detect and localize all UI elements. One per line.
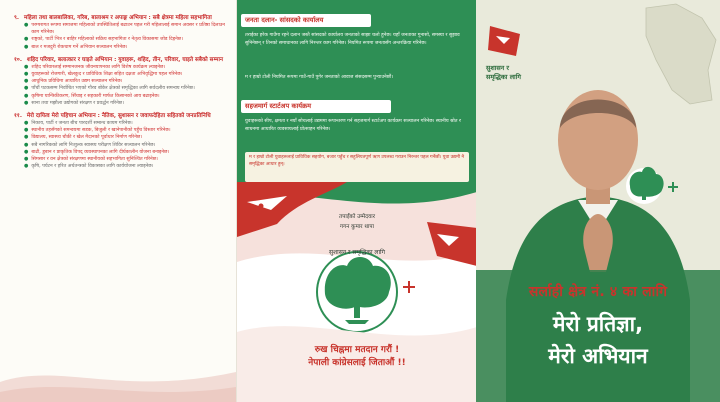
bullet-icon: ● bbox=[24, 22, 29, 28]
list-item: ● परम्परागत रूपमा समाजमा महिलाको उपस्थितिलाई बढाउन पहल गरी महिलालाई समान अवसर र प्रतिष्ठा दिलाउन काम गरिनेछ। bbox=[24, 22, 225, 36]
party-emblem-icon bbox=[668, 182, 678, 192]
bullet-icon: ● bbox=[24, 148, 29, 155]
party-flag-icon bbox=[488, 26, 520, 56]
campaign-heading: मेरो अभियान bbox=[548, 344, 648, 368]
list-item: ● सबै नागरिकको लागि निःशुल्क स्वास्थ्य परीक्षण शिविर सञ्चालन गरिनेछ। bbox=[24, 141, 156, 148]
constituency-heading: सर्लाही क्षेत्र नं. ४ का लागि bbox=[528, 284, 668, 300]
bullet-icon: ● bbox=[24, 71, 29, 78]
tree-symbol-icon bbox=[626, 167, 664, 204]
candidate-name: गगन कुमार थापा bbox=[340, 224, 374, 230]
list-item: ● सिमसार र वन क्षेत्रको संरक्षणमा स्थानीयको सहभागिता सुनिश्चित गरिनेछ। bbox=[24, 156, 158, 163]
tagline: सुशासन र समृद्धिका लागि bbox=[329, 249, 385, 256]
list-item: ● स्थानीय तहसँगको समन्वयमा सडक, बिजुली र खानेपानीको पहुँच विस्तार गरिनेछ। bbox=[24, 127, 171, 134]
list-item: ● बाढी, डुबान र प्राकृतिक विपद् व्यवस्थापनका लागि दीर्घकालीन योजना बनाइनेछ। bbox=[24, 148, 170, 155]
list-item: ● निकाय, पार्टी र जनता बीच पारदर्शी सम्बन्ध कायम गरिनेछ। bbox=[24, 120, 133, 127]
list-item: ● पाँचौं पटकसम्म निर्वाचित भएको गौरव बोकेर क्षेत्रको समृद्धिका लागि सर्वदलीय समन्वय गरिनेछ। bbox=[24, 85, 195, 92]
cover-tagline-2: समृद्धिका लागि bbox=[486, 73, 521, 81]
startup-highlight-box: म र हाम्रो टोली युवाहरूलाई प्राविधिक सहयोग, बजार पहुँच र सहुलियतपूर्ण ऋण उपलब्ध गराउन निरन्तर पहल गर्नेछौं। युवा उद्यमी नै समृद्धिका आधार हुन्। bbox=[245, 152, 469, 182]
manifesto-left-panel bbox=[0, 0, 236, 402]
bullet-icon: ● bbox=[24, 92, 29, 99]
manifesto-middle-panel bbox=[236, 0, 476, 402]
bullet-icon: ● bbox=[24, 141, 29, 148]
startup-text: युवाहरूको सीप, क्षमता र नयाँ सोचलाई उद्यममा रूपान्तरण गर्न सहजमार्ग स्टार्टअप कार्यक्रम सञ्चालन गरिनेछ। स्थानीय स्रोत र साधनमा आधारित व्यवसायलाई प्रोत्साहन गरिनेछ। bbox=[245, 119, 461, 132]
list-item: ● युवाहरूको रोजगारी, खेलकुद र प्राविधिक शिक्षा सहित दक्षता अभिवृद्धिमा पहल गरिनेछ। bbox=[24, 71, 183, 78]
office-title: जनता दलान- सांसदको कार्यालय bbox=[241, 14, 371, 27]
list-item: ● बाल र मजदुरी रोकथाम गर्ने अभियान सञ्चालन गरिनेछ। bbox=[24, 43, 128, 50]
bullet-icon: ● bbox=[24, 134, 29, 141]
cover-tagline-1: सुशासन र bbox=[486, 64, 510, 72]
manifesto-section-10 bbox=[14, 56, 228, 107]
list-item: ● कृषि, पर्यटन र हरित अर्थतन्त्रको विकासका लागि कार्ययोजना ल्याइनेछ। bbox=[24, 163, 154, 170]
bullet-icon: ● bbox=[24, 163, 29, 170]
section-heading: महिला तथा बालबालिका, गरिब, बालाश्रम र अपाङ्ग अभियान : सबै क्षेत्रमा महिला सहभागिता bbox=[24, 15, 212, 21]
bullet-icon: ● bbox=[24, 43, 29, 50]
candidate-role: तपाईंको उम्मेदवार bbox=[339, 214, 375, 220]
manifesto-cover-panel bbox=[476, 0, 720, 402]
bullet-icon: ● bbox=[24, 156, 29, 163]
tree-symbol-icon bbox=[317, 252, 397, 332]
list-item: ● आधुनिक प्रविधिमा आधारित उद्यम सञ्चालन गरिनेछ। bbox=[24, 78, 123, 85]
list-item: ● विद्यालय, स्वास्थ्य चौकी र खेल मैदानको पूर्वाधार निर्माण गरिनेछ। bbox=[24, 134, 143, 141]
bullet-icon: ● bbox=[24, 36, 29, 43]
bullet-icon: ● bbox=[24, 99, 29, 106]
list-item: ● शहिद परिवारलाई सम्मानजनक जीवनयापनका लागि विशेष कार्यक्रम ल्याइनेछ। bbox=[24, 63, 166, 70]
slogan-line-1: रुख चिह्नमा मतदान गरौं ! bbox=[314, 345, 400, 355]
office-text-2: म र हाम्रो टोली नियमित रूपमा गाउँ-गाउँ पुगेर जनताको आवाज संसदसम्म पुर्‍याउनेछौं। bbox=[245, 75, 394, 80]
bullet-icon: ● bbox=[24, 120, 29, 127]
party-emblem-icon bbox=[403, 281, 415, 293]
startup-title: सहजमार्ग स्टार्टअप कार्यक्रम bbox=[241, 100, 391, 113]
decorative-wave bbox=[0, 342, 236, 402]
list-item: ● साना तथा मझौला उद्योगको संरक्षण र प्रवर्द्धन गरिनेछ। bbox=[24, 99, 124, 106]
section-number: १०. bbox=[14, 56, 22, 63]
office-text: तराईका हरेक गाउँमा रहने दलान जस्तै सांसदको कार्यालय जनताको साझा थलो हुनेछ। यहाँ जनताका गुनासो, समस्या र सुझाव सुनिनेछन् र तिनको समाधानका लागि निरन्तर काम गरिनेछ। नियमित रूपमा जनतासँग अन्तरक्रिया गरिनेछ। bbox=[245, 33, 460, 46]
section-heading: मेरो दायित्व मेरो पहिचान अभियान : नैतिक, सुशासन र जवाफदेहिता सहितको जनप्रतिनिधि bbox=[26, 113, 211, 120]
section-number: ९. bbox=[14, 15, 20, 21]
section-heading: शहिद परिवार, बलात्कार र घाइते अभियान : युवाहरू, शहिद, तीन, परिवार, घाइते सबैको सम्मान bbox=[26, 56, 224, 63]
cover-tagline bbox=[486, 64, 521, 82]
section-number: ११. bbox=[14, 113, 22, 120]
bullet-icon: ● bbox=[24, 85, 29, 92]
bullet-icon: ● bbox=[24, 78, 29, 85]
bullet-icon: ● bbox=[24, 63, 29, 70]
slogan-line-2: नेपाली कांग्रेसलाई जिताऔं !! bbox=[308, 358, 406, 368]
list-item: ● राष्ट्रको, पार्टी भित्र र बाहिर महिलाको सक्रिय सहभागिता र नेतृत्व विकासमा जोड दिइनेछ। bbox=[24, 36, 183, 43]
manifesto-section-9 bbox=[14, 14, 228, 51]
list-item: ● कृषिमा यान्त्रिकीकरण, सिँचाइ र सहकारी मार्फत किसानको आय बढाइनेछ। bbox=[24, 92, 160, 99]
bullet-icon: ● bbox=[24, 127, 29, 134]
manifesto-section-11 bbox=[14, 112, 228, 170]
slogan bbox=[237, 344, 476, 370]
pledge-heading: मेरो प्रतिज्ञा, bbox=[552, 312, 644, 336]
